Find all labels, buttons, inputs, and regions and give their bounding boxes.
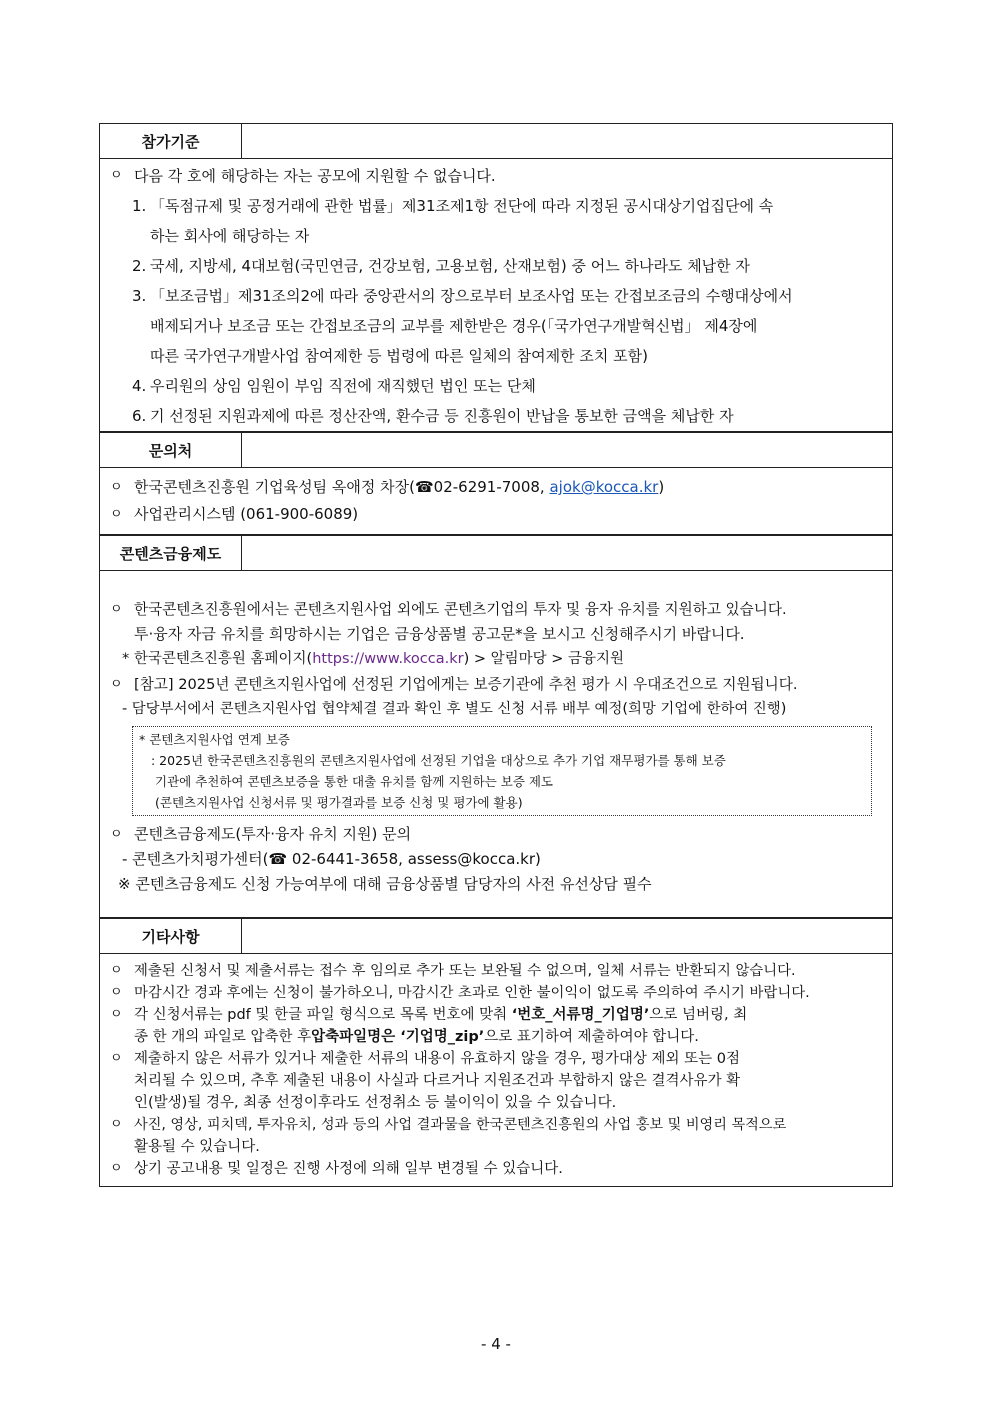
eligibility-intro: 다음 각 호에 해당하는 자는 공모에 지원할 수 없습니다.: [134, 167, 496, 185]
eligibility-item-2: 국세, 지방세, 4대보험(국민연금, 건강보험, 고용보험, 산재보험) 중 어느 하나라도 체납한 자: [150, 257, 750, 275]
contact-section: [99, 432, 893, 535]
kocca-url-link[interactable]: https://www.kocca.kr: [312, 651, 464, 667]
eligibility-header-row: [100, 124, 892, 159]
eligibility-item-3: 「보조금법」제31조의2에 따라 중앙관서의 장으로부터 보조사업 또는 간접보조금의 수행대상에서: [150, 287, 793, 305]
bullet-icon: ㅇ: [110, 677, 123, 692]
bullet-icon: ㅇ: [110, 827, 123, 842]
guarantee-note-box: * 콘텐츠지원사업 연계 보증 : 2025년 한국콘텐츠진흥원의 콘텐츠지원사업에 선정된 기업을 대상으로 추가 기업 재무평가를 통해 보증 기관에 추천하여 콘텐츠보증을 통한 대출 유치를 함께 지원하는 보증 제도 (콘텐츠지원사업 신청서류 및 평가결과를 보증 신청 및 평가에 활용): [132, 726, 872, 816]
contact-header: 문의처: [100, 433, 242, 467]
misc-body: ㅇ 제출된 신청서 및 제출서류는 접수 후 임의로 추가 또는 보완될 수 없으며, 일체 서류는 반환되지 않습니다. ㅇ 마감시간 경과 후에는 신청이 불가하오니, 마감시간 초과로 인한 불이익이 없도록 주의하여 주시기 바랍니다. ㅇ 각 신청서류는 pdf 및 한글 파일 형식으로 목록 번호에 맞춰 ‘번호_서류명_기업명’으로 넘버링, 최 종 한 개의 파일로 압축한 후 압축파일명은 ‘기업명_zip’ 으로 표기하여 제출하여야 합니다. ㅇ 제출하지 않은 서류가 있거나 제출한 서류의 내용이 유효하지 않을 경우, 평가대상 제외 또는 0점 처리될 수 있으며, 추후 제출된 내용이 사실과 다르거나 지원조건과 부합하지 않은 결격사유가 확 인(발생)될 경우, 최종 선정이후라도 선정취소 등 불이익이 있을 수 있습니다. ㅇ 사진, 영상, 피치덱, 투자유치, 성과 등의 사업 결과물을 한국콘텐츠진흥원의 사업 홍보 및 비영리 목적으로 활용될 수 있습니다. ㅇ 상기 공고내용 및 일정은 진행 사정에 의해 일부 변경될 수 있습니다.: [100, 954, 892, 1186]
bullet-icon: ㅇ: [110, 963, 123, 978]
finance-section: [99, 535, 893, 918]
eligibility-section: [99, 123, 893, 432]
contact-system: 사업관리시스템 (061-900-6089): [134, 505, 359, 523]
bullet-icon: ㅇ: [110, 480, 123, 495]
contact-email-link[interactable]: ajok@kocca.kr: [549, 478, 659, 496]
contact-header-row: [100, 432, 892, 468]
finance-header-row: [100, 535, 892, 571]
eligibility-header: 참가기준: [100, 124, 242, 158]
bullet-icon: ㅇ: [110, 168, 123, 183]
bullet-icon: ㅇ: [110, 602, 123, 617]
eligibility-item-6: 기 선정된 지원과제에 따른 정산잔액, 환수금 등 진흥원이 반납을 통보한 금액을 체납한 자: [150, 407, 734, 425]
finance-body: ㅇ 한국콘텐츠진흥원에서는 콘텐츠지원사업 외에도 콘텐츠기업의 투자 및 융자 유치를 지원하고 있습니다. 투·융자 자금 유치를 희망하시는 기업은 금융상품별 공고문*을 보시고 신청해주시기 바랍니다. * 한국콘텐츠진흥원 홈페이지( https://www.kocca.kr ) > 알림마당 > 금융지원 ㅇ [참고] 2025년 콘텐츠지원사업에 선정된 기업에게는 보증기관에 추천 평가 시 우대조건으로 지원됩니다. - 담당부서에서 콘텐츠지원사업 협약체결 결과 확인 후 별도 신청 서류 배부 예정(희망 기업에 한하여 진행) * 콘텐츠지원사업 연계 보증 : 2025년 한국콘텐츠진흥원의 콘텐츠지원사업에 선정된 기업을 대상으로 추가 기업 재무평가를 통해 보증 기관에 추천하여 콘텐츠보증을 통한 대출 유치를 함께 지원하는 보증 제도 (콘텐츠지원사업 신청서류 및 평가결과를 보증 신청 및 평가에 활용) ㅇ 콘텐츠금융제도(투자·융자 유치 지원) 문의 - 콘텐츠가치평가센터(☎ 02-6441-3658, assess@kocca.kr) ※ 콘텐츠금융제도 신청 가능여부에 대해 금융상품별 담당자의 사전 유선상담 필수: [100, 571, 892, 917]
bullet-icon: ㅇ: [110, 507, 123, 522]
contact-body: ㅇ 한국콘텐츠진흥원 기업육성팀 옥애정 차장(☎02-6291-7008, ajok@kocca.kr) ㅇ 사업관리시스템 (061-900-6089): [100, 468, 892, 534]
page-number: - 4 -: [481, 1335, 511, 1353]
eligibility-body: ㅇ 다음 각 호에 해당하는 자는 공모에 지원할 수 없습니다. 1. 「독점규제 및 공정거래에 관한 법률」제31조제1항 전단에 따라 지정된 공시대상기업집단에 속 하는 회사에 해당하는 자 2. 국세, 지방세, 4대보험(국민연금, 건강보험, 고용보험, 산재보험) 중 어느 하나라도 체납한 자 3. 「보조금법」제31조의2에 따라 중앙관서의 장으로부터 보조사업 또는 간접보조금의 수행대상에서 배제되거나 보조금 또는 간접보조금의 교부를 제한받은 경우(「국가연구개발혁신법」 제4장에 따른 국가연구개발사업 참여제한 등 법령에 따른 일체의 참여제한 조치 포함) 4. 우리원의 상임 임원이 부임 직전에 재직했던 법인 또는 단체 6. 기 선정된 지원과제에 따른 정산잔액, 환수금 등 진흥원이 반납을 통보한 금액을 체납한 자: [100, 159, 892, 431]
bullet-icon: ㅇ: [110, 985, 123, 1000]
eligibility-item-1: 「독점규제 및 공정거래에 관한 법률」제31조제1항 전단에 따라 지정된 공시대상기업집단에 속: [150, 197, 774, 215]
misc-header: 기타사항: [100, 919, 242, 953]
misc-header-row: [100, 918, 892, 954]
bullet-icon: ㅇ: [110, 1007, 123, 1022]
misc-section: [99, 918, 893, 1187]
eligibility-item-4: 우리원의 상임 임원이 부임 직전에 재직했던 법인 또는 단체: [150, 377, 536, 395]
document-page: [99, 123, 893, 1187]
bullet-icon: ㅇ: [110, 1161, 123, 1176]
finance-header: 콘텐츠금융제도: [100, 536, 242, 570]
bullet-icon: ㅇ: [110, 1117, 123, 1132]
bullet-icon: ㅇ: [110, 1051, 123, 1066]
